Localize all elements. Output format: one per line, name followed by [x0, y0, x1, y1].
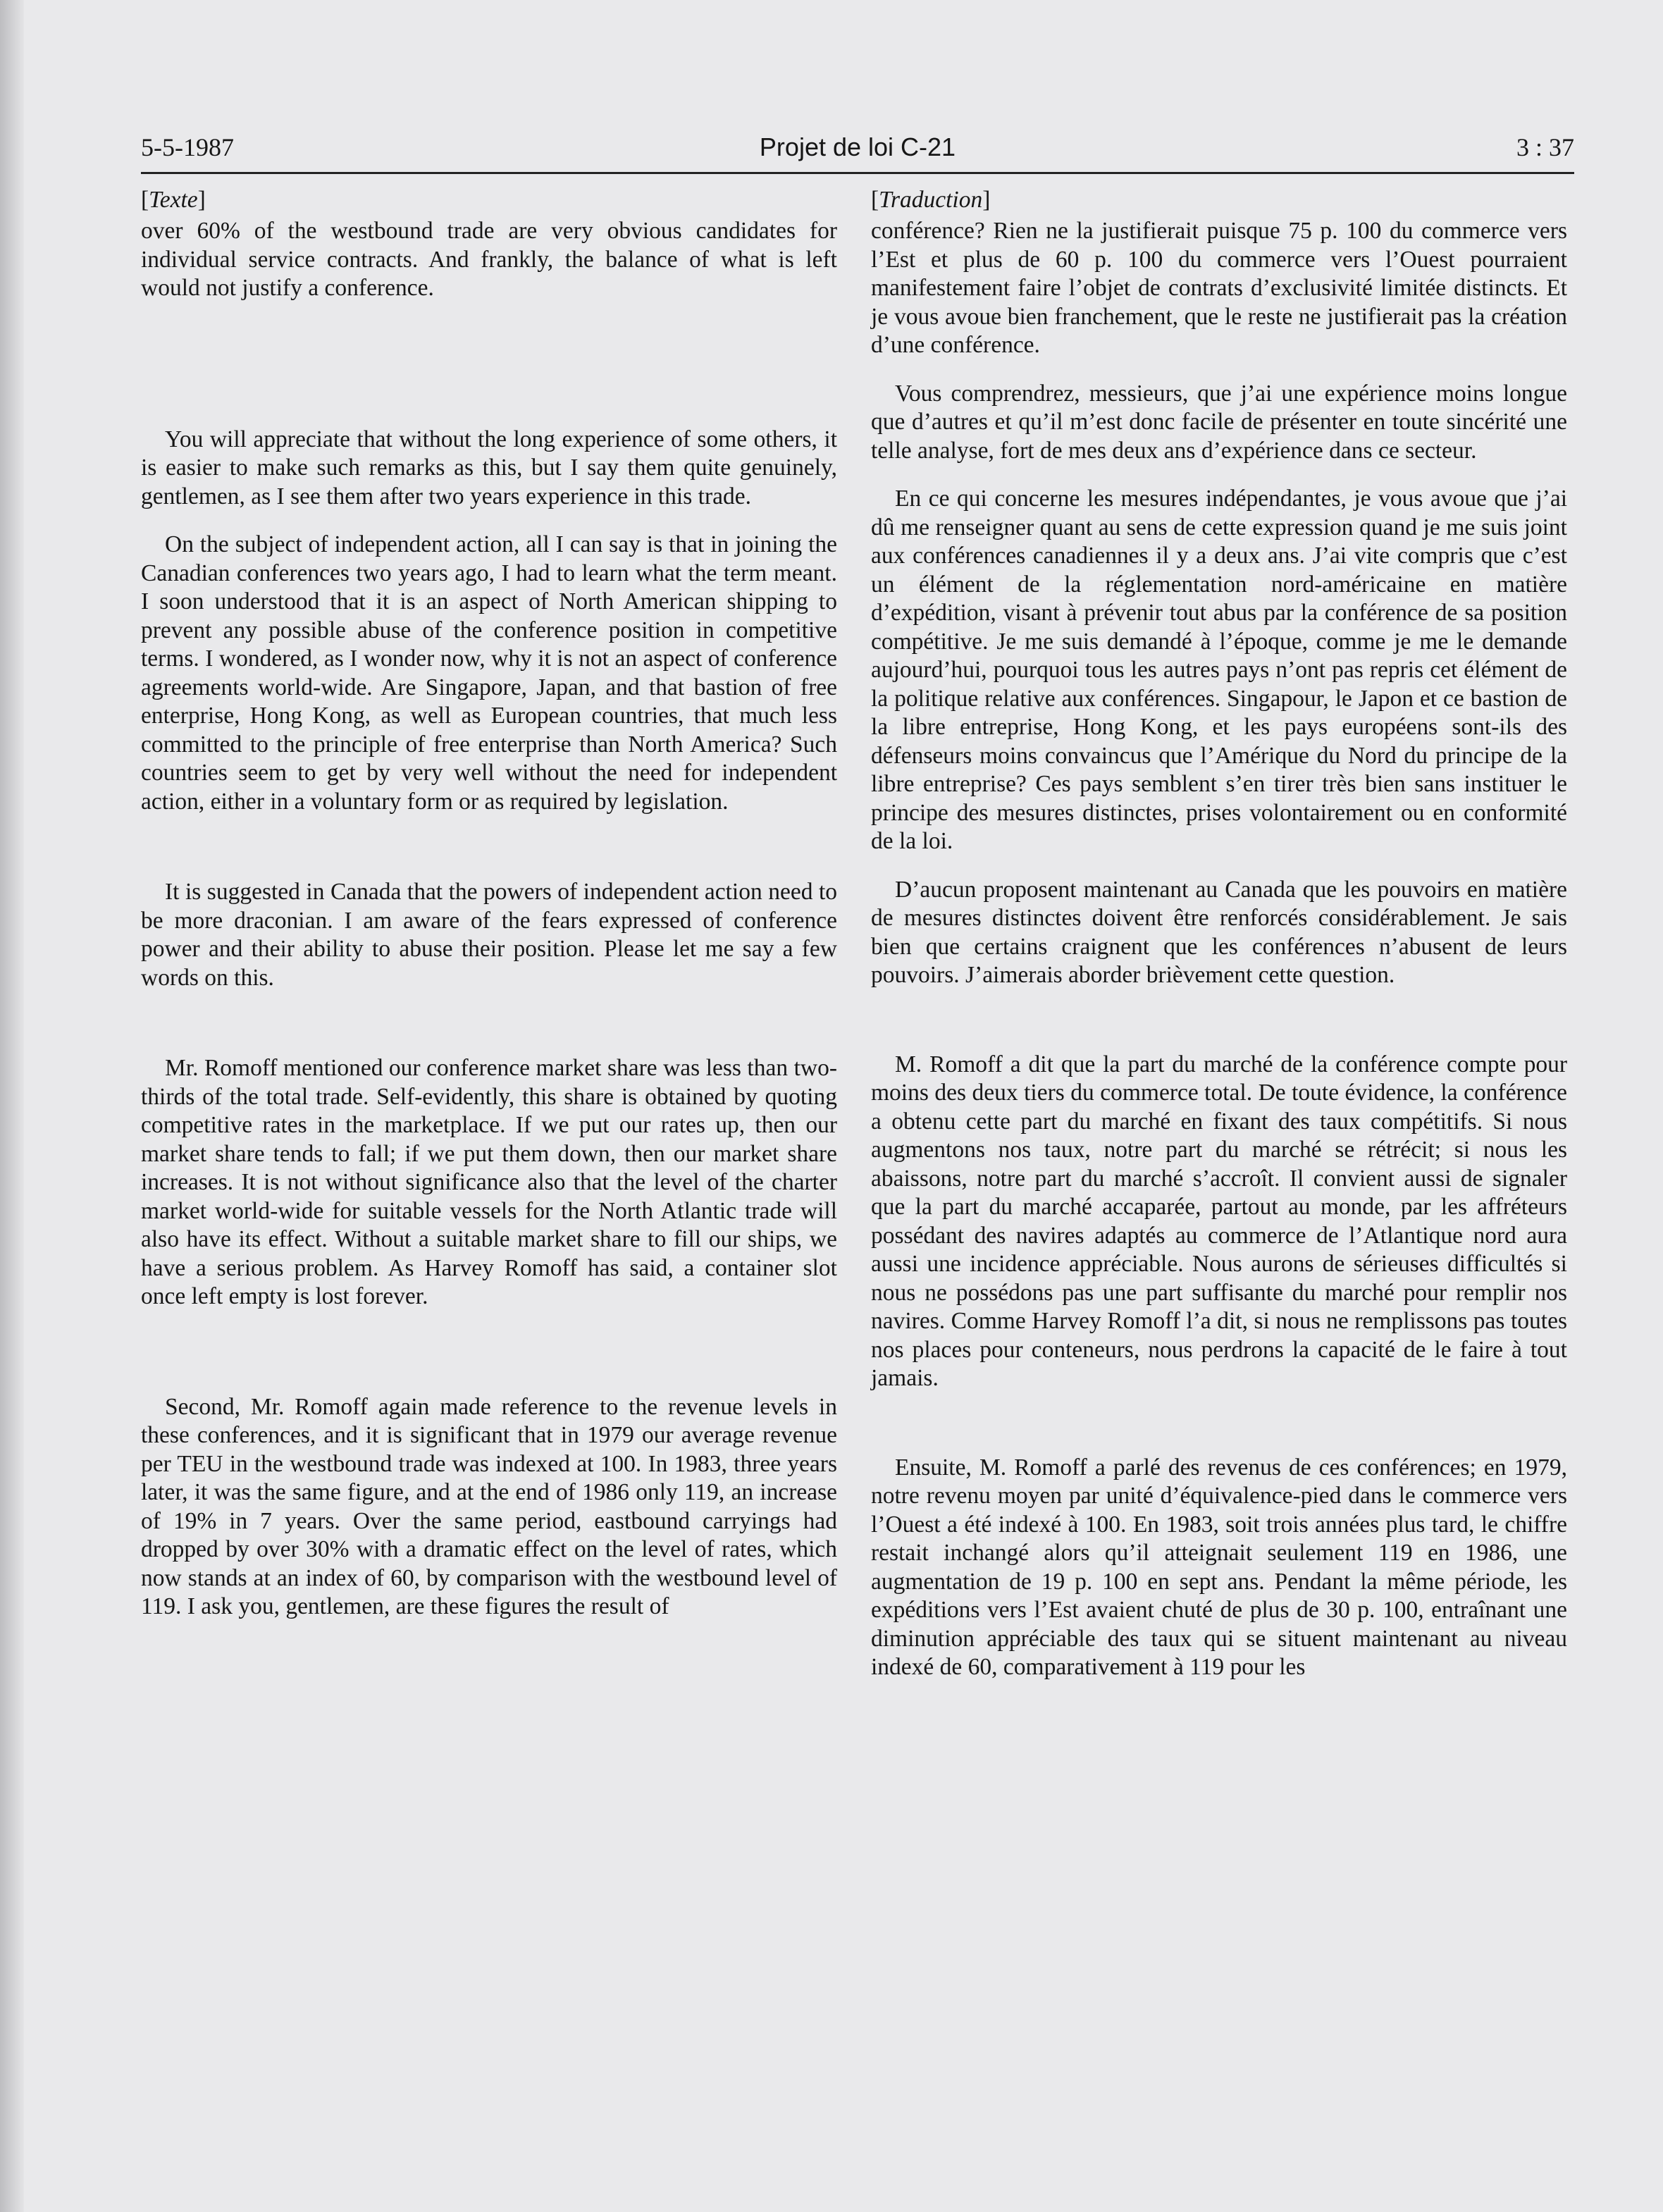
right-column-french	[871, 186, 1567, 1682]
right-paragraph-6: Ensuite, M. Romoff a parlé des revenus de ces conférences; en 1979, notre revenu moyen par unité d’équivalence-pied dans le commerce vers l’Ouest a été indexé à 100. En 1983, soit trois années plus tard, le chiffre restait inchangé alors qu’il atteignait seulement 119 en 1986, une augmentation de 19 p. 100 en sept ans. Pendant la même période, les expéditions vers l’Est avaient chuté de plus de 30 p. 100, entraînant une diminution appréciable des taux qui se situent maintenant au niveau indexé de 60, comparativement à 119 pour les	[871, 1454, 1567, 1680]
page-header	[141, 132, 1574, 174]
left-column-english	[141, 186, 837, 1621]
right-paragraph-2: Vous comprendrez, messieurs, que j’ai une expérience moins longue que d’autres et qu’il m’est donc facile de présenter en toute sincérité une telle analyse, fort de mes deux ans d’expérience dans ce secteur.	[871, 380, 1567, 464]
right-paragraph-4: D’aucun proposent maintenant au Canada que les pouvoirs en matière de mesures distinctes doivent être renforcés considérablement. Je sais bien que certains craignent que les conférences n’abusent de leurs pouvoirs. J’aimerais aborder brièvement cette question.	[871, 876, 1567, 988]
left-paragraph-3: On the subject of independent action, all I can say is that in joining the Canadian conferences two years ago, I had to learn what the term meant. I soon understood that it is an aspect of North American shipping to prevent any possible abuse of the conference position in competitive terms. I wondered, as I wonder now, why it is not an aspect of conference agreements world-wide. Are Singapore, Japan, and that bastion of free enterprise, Hong Kong, as well as European countries, that much less committed to the principle of free enterprise than North America? Such countries seem to get by very well without the need for independent action, either in a voluntary form or as required by legislation.	[141, 531, 837, 815]
right-paragraph-5: M. Romoff a dit que la part du marché de la conférence compte pour moins des deux tiers du commerce total. De toute évidence, la conférence a obtenu cette part du marché en fixant des taux compétitifs. Si nous augmentons nos taux, notre part du marché se rétrécit; si nous les abaissons, notre part du marché s’accroît. Il convient aussi de signaler que la part du marché accaparée, partout au monde, par les affréteurs possédant des navires adaptés au commerce de l’Atlantique nord aura aussi une incidence appréciable. Nous aurons de sérieuses difficultés si nous ne possédons pas une part suffisante du marché pour remplir nos navires. Comme Harvey Romoff l’a dit, si nous ne remplissons pas toutes nos places pour conteneurs, nous perdrons la capacité de le faire à tout jamais.	[871, 1051, 1567, 1391]
header-title: Projet de loi C-21	[759, 132, 956, 161]
right-paragraph-3: En ce qui concerne les mesures indépendantes, je vous avoue que j’ai dû me renseigner quant au sens de cette expression quand je me suis joint aux conférences canadiennes il y a deux ans. J’ai vite compris que c’est un élément de la réglementation nord-américaine en matière d’expédition, visant à prévenir tout abus par la conférence de sa position compétitive. Je me suis demandé à l’époque, comme je me le demande aujourd’hui, pourquoi tous les autres pays n’ont pas repris cet élément de la politique relative aux conférences. Singapour, le Japon et ce bastion de la libre entreprise, Hong Kong, et les pays européens sont-ils des défenseurs moins convaincus que l’Amérique du Nord du principe de la libre entreprise? Ces pays semblent s’en tirer très bien sans instituer le principe des mesures distinctes, prises volontairement ou en conformité de la loi.	[871, 486, 1567, 854]
left-paragraph-4: It is suggested in Canada that the powers of independent action need to be more draconian. I am aware of the fears expressed of conference power and their ability to abuse their position. Please let me say a few words on this.	[141, 879, 837, 991]
header-date: 5-5-1987	[141, 133, 234, 161]
right-column-label: [Traduction]	[871, 187, 991, 213]
header-page-number: 3 : 37	[1516, 133, 1574, 161]
left-paragraph-1: over 60% of the westbound trade are very obvious candidates for individual service contracts. And frankly, the balance of what is left would not justify a conference.	[141, 218, 837, 301]
page-edge-shadow	[0, 0, 24, 2212]
left-paragraph-5: Mr. Romoff mentioned our conference market share was less than two-thirds of the total trade. Self-evidently, this share is obtained by quoting competitive rates in the marketplace. If we put our rates up, then our market share tends to fall; if we put them down, then our market share increases. It is not without significance also that the level of the charter market world-wide for suitable vessels for the North Atlantic trade will also have its effect. Without a suitable market share to fill our ships, we have a serious problem. As Harvey Romoff has said, a container slot once left empty is lost forever.	[141, 1055, 837, 1309]
left-paragraph-6: Second, Mr. Romoff again made reference to the revenue levels in these conferences, and it is significant that in 1979 our average revenue per TEU in the westbound trade was indexed at 100. In 1983, three years later, it was the same figure, and at the end of 1986 only 119, an increase of 19% in 7 years. Over the same period, eastbound carryings had dropped by over 30% with a dramatic effect on the level of rates, which now stands at an index of 60, by comparison with the westbound level of 119. I ask you, gentlemen, are these figures the result of	[141, 1393, 837, 1619]
left-column-label: [Texte]	[141, 187, 206, 213]
right-paragraph-1: conférence? Rien ne la justifierait puisque 75 p. 100 du commerce vers l’Est et plus de 60 p. 100 du commerce vers l’Ouest pourraient manifestement faire l’objet de contrats d’exclusivité limitée distincts. Et je vous avoue bien franchement, que le reste ne justifierait pas la création d’une conférence.	[871, 218, 1567, 358]
left-paragraph-2: You will appreciate that without the long experience of some others, it is easier to make such remarks as this, but I say them quite genuinely, gentlemen, as I see them after two years experience in this trade.	[141, 426, 837, 509]
